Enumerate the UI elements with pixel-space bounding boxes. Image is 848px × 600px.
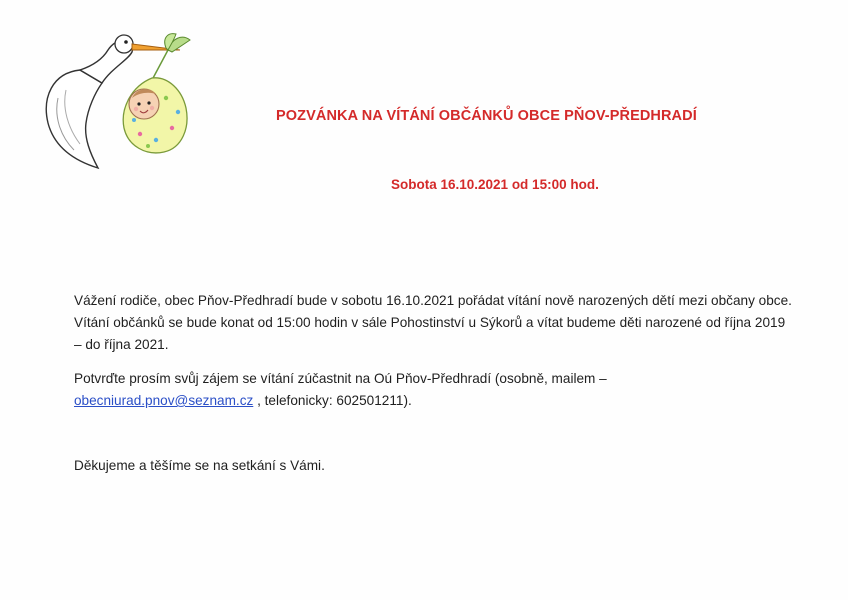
bundle-pattern [176,110,180,114]
confirmation-text: Potvrďte prosím svůj zájem se vítání zúčastnit na Oú Pňov-Předhradí (osobně, mailem – [74,371,607,386]
confirmation-paragraph [74,368,794,412]
invitation-title: POZVÁNKA NA VÍTÁNÍ OBČÁNKŮ OBCE PŇOV-PŘEDHRADÍ [276,108,697,124]
phone-text: , telefonicky: 602501211). [253,393,412,408]
closing-paragraph: Děkujeme a těšíme se na setkání s Vámi. [74,458,325,473]
stork-baby-illustration [40,28,200,178]
stork-eye [124,40,128,44]
bundle-pattern [164,96,168,100]
baby-eye [147,101,150,104]
stork-head [115,35,133,53]
bundle-pattern [132,118,136,122]
baby-cheek [150,106,154,110]
bundle-pattern [154,138,158,142]
event-date-time: Sobota 16.10.2021 od 15:00 hod. [391,177,599,192]
stork-wing [46,70,102,168]
bundle-string [152,50,168,80]
bundle-pattern [170,126,174,130]
baby-cheek [134,107,138,111]
invitation-paragraph: Vážení rodiče, obec Pňov-Předhradí bude v sobotu 16.10.2021 pořádat vítání nově narozených dětí mezi občany obce. Vítání občánků se bude konat od 15:00 hodin v sále Pohostinství u Sýkorů a vítat budeme děti narozené od října 2019 – do října 2021. [74,293,792,352]
bundle-pattern [146,144,150,148]
email-link[interactable]: obecniurad.pnov@seznam.cz [74,393,254,408]
baby-eye [137,102,140,105]
bundle-pattern [138,132,142,136]
